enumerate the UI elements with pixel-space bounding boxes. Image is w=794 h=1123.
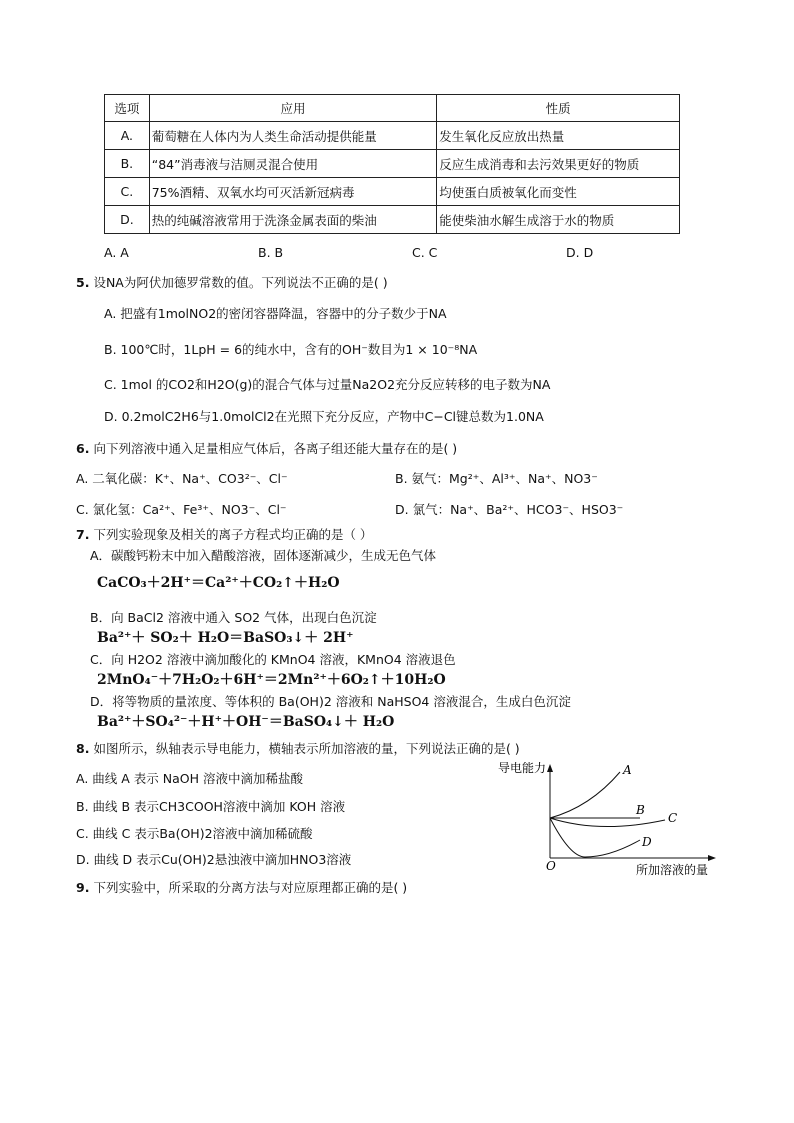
table-row (105, 206, 680, 234)
q7-option-b: B．向 BaCl2 溶液中通入 SO2 气体，出现白色沉淀 (90, 610, 377, 625)
cell-application: “84”消毒液与洁厕灵混合使用 (149, 150, 437, 178)
q8-option-b: B. 曲线 B 表示CH3COOH溶液中滴加 KOH 溶液 (76, 799, 346, 814)
question-number: 9. (76, 880, 90, 895)
q5-option-c: C. 1mol 的CO2和H2O(g)的混合气体与过量Na2O2充分反应转移的电子数为NA (104, 377, 551, 392)
question-number: 6. (76, 441, 90, 456)
q7-option-d: D．将等物质的量浓度、等体积的 Ba(OH)2 溶液和 NaHSO4 溶液混合，生成白色沉淀 (90, 694, 571, 709)
q6-option-d: D. 氯气：Na⁺、Ba²⁺、HCO3⁻、HSO3⁻ (395, 502, 624, 517)
q5-option-b: B. 100℃时，1LpH = 6的纯水中，含有的OH⁻数目为1 × 10⁻⁸NA (104, 342, 478, 357)
table-row (105, 150, 680, 178)
q7-equation-c: 2MnO₄⁻＋7H₂O₂＋6H⁺＝2Mn²⁺＋6O₂↑＋10H₂O (97, 672, 446, 688)
table-header-row (105, 95, 680, 122)
header-application: 应用 (149, 95, 437, 122)
q5-option-a: A. 把盛有1molNO2的密闭容器降温，容器中的分子数少于NA (104, 306, 447, 321)
header-option: 选项 (105, 95, 150, 122)
options-table (104, 94, 680, 234)
q4-choice-d: D. D (566, 245, 594, 260)
question-9 (76, 878, 407, 896)
question-stem: 如图所示，纵轴表示导电能力，横轴表示所加溶液的量，下列说法正确的是( ) (93, 741, 520, 756)
cell-property: 发生氧化反应放出热量 (437, 122, 680, 150)
origin-label: O (546, 859, 556, 873)
conductivity-figure (490, 762, 730, 882)
question-number: 7. (76, 527, 90, 542)
cell-application: 75%酒精、双氧水均可灭活新冠病毒 (149, 178, 437, 206)
x-axis-arrow (708, 855, 716, 861)
curve-label-a: A (623, 763, 632, 777)
question-stem: 下列实验现象及相关的离子方程式均正确的是（ ） (93, 527, 373, 542)
curve-a (550, 772, 620, 818)
curve-label-b: B (636, 803, 645, 817)
question-stem: 下列实验中，所采取的分离方法与对应原理都正确的是( ) (93, 880, 408, 895)
y-axis-arrow (547, 764, 553, 772)
question-7 (76, 525, 372, 543)
question-number: 5. (76, 275, 90, 290)
cell-application: 葡萄糖在人体内为人类生命活动提供能量 (149, 122, 437, 150)
q4-choice-a: A. A (104, 245, 129, 260)
q8-option-a: A. 曲线 A 表示 NaOH 溶液中滴加稀盐酸 (76, 771, 303, 786)
question-6 (76, 439, 457, 457)
q7-equation-d: Ba²⁺＋SO₄²⁻＋H⁺＋OH⁻＝BaSO₄↓＋ H₂O (97, 714, 395, 730)
question-number: 8. (76, 741, 90, 756)
q5-option-d: D. 0.2molC2H6与1.0molCl2在光照下充分反应，产物中C−Cl键总数为1.0NA (104, 409, 544, 424)
q6-option-c: C. 氯化氢：Ca²⁺、Fe³⁺、NO3⁻、Cl⁻ (76, 502, 287, 517)
q4-choice-c: C. C (412, 245, 438, 260)
cell-application: 热的纯碱溶液常用于洗涤金属表面的柴油 (149, 206, 437, 234)
x-axis-label: 所加溶液的量 (636, 863, 709, 877)
cell-property: 反应生成消毒和去污效果更好的物质 (437, 150, 680, 178)
cell-option: B. (105, 150, 150, 178)
cell-property: 能使柴油水解生成溶于水的物质 (437, 206, 680, 234)
q7-option-c: C．向 H2O2 溶液中滴加酸化的 KMnO4 溶液，KMnO4 溶液退色 (90, 652, 456, 667)
cell-option: D. (105, 206, 150, 234)
curve-c (550, 818, 665, 827)
question-5 (76, 273, 388, 291)
y-axis-label: 导电能力 (498, 762, 547, 775)
cell-property: 均使蛋白质被氧化而变性 (437, 178, 680, 206)
curve-label-c: C (668, 811, 678, 825)
q6-option-a: A. 二氧化碳：K⁺、Na⁺、CO3²⁻、Cl⁻ (76, 471, 288, 486)
curve-d (550, 818, 640, 857)
q4-choice-b: B. B (258, 245, 284, 260)
q8-option-d: D. 曲线 D 表示Cu(OH)2悬浊液中滴加HNO3溶液 (76, 852, 352, 867)
header-property: 性质 (437, 95, 680, 122)
question-8 (76, 739, 520, 757)
q7-equation-b: Ba²⁺＋ SO₂＋ H₂O＝BaSO₃↓＋ 2H⁺ (97, 630, 354, 646)
curve-label-d: D (642, 835, 652, 849)
question-stem: 向下列溶液中通入足量相应气体后，各离子组还能大量存在的是( ) (93, 441, 458, 456)
q6-option-b: B. 氨气：Mg²⁺、Al³⁺、Na⁺、NO3⁻ (395, 471, 598, 486)
cell-option: A. (105, 122, 150, 150)
q7-equation-a: CaCO₃＋2H⁺＝Ca²⁺＋CO₂↑＋H₂O (97, 575, 340, 591)
table-row (105, 122, 680, 150)
cell-option: C. (105, 178, 150, 206)
q7-option-a: A．碳酸钙粉末中加入醋酸溶液，固体逐渐减少，生成无色气体 (90, 548, 437, 563)
table-row (105, 178, 680, 206)
question-stem: 设NA为阿伏加德罗常数的值。下列说法不正确的是( ) (93, 275, 388, 290)
q8-option-c: C. 曲线 C 表示Ba(OH)2溶液中滴加稀硫酸 (76, 826, 313, 841)
